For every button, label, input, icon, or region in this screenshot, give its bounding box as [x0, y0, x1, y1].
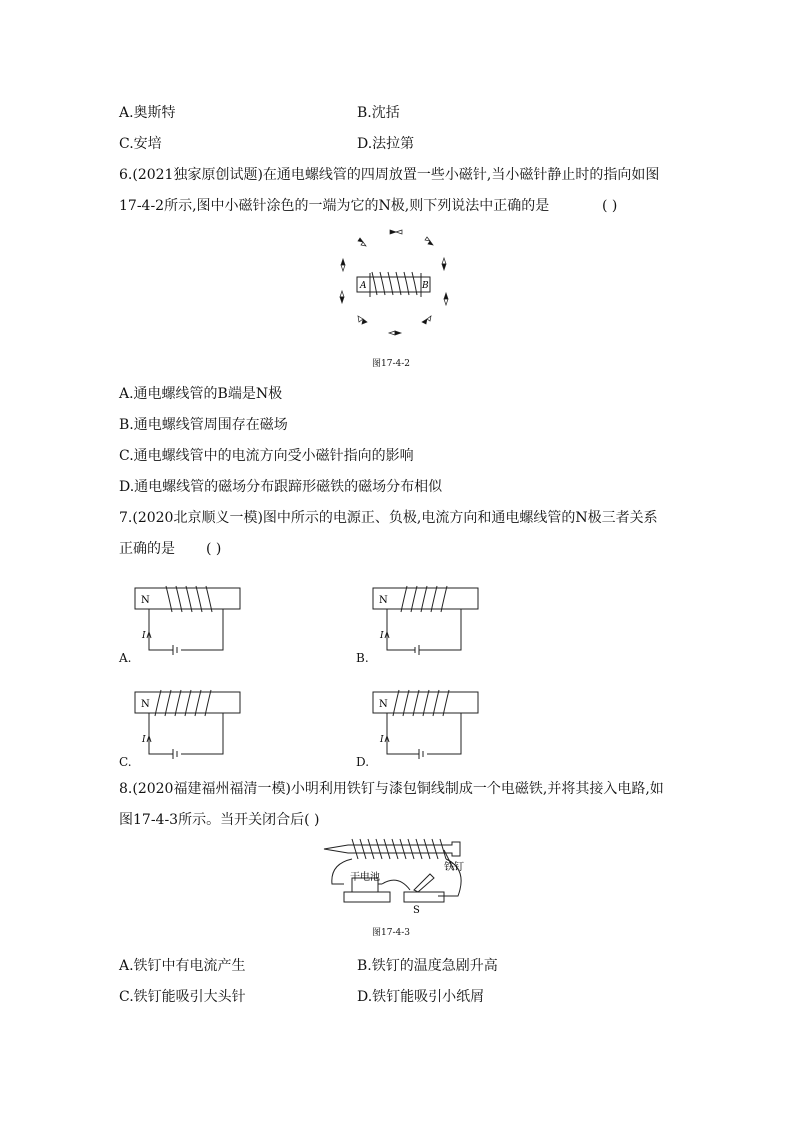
q7-option-a-label: A.	[119, 651, 132, 665]
q7-option-d-label: D.	[356, 755, 370, 769]
figure-17-4-2-caption: 图17-4-2	[372, 359, 410, 369]
q7-answer-bracket: ( )	[206, 541, 222, 557]
q8-stem-line2: 图17-4-3所示。当开关闭合后( )	[119, 812, 320, 828]
q8-option-a: A.铁钉中有电流产生	[119, 958, 246, 974]
q7-a-current-label: I	[142, 631, 146, 641]
q5-option-d: D.法拉第	[357, 136, 415, 152]
q6-stem-line1: 6.(2021独家原创试题)在通电螺线管的四周放置一些小磁针,当小磁针静止时的指向如图	[119, 167, 660, 183]
q5-option-a: A.奥斯特	[119, 105, 176, 121]
figure-17-4-2	[330, 222, 470, 342]
q7-circuit-a	[133, 582, 243, 657]
q7-c-current-label: I	[142, 735, 146, 745]
q6-option-d: D.通电螺线管的磁场分布跟蹄形磁铁的磁场分布相似	[119, 479, 443, 495]
figure-17-4-3	[320, 834, 480, 914]
q8-option-d: D.铁钉能吸引小纸屑	[357, 989, 485, 1005]
q8-option-c: C.铁钉能吸引大头针	[119, 989, 246, 1005]
q7-d-pole-label: N	[379, 699, 388, 710]
nail-label: 铁钉	[444, 862, 464, 873]
q7-circuit-b	[371, 582, 481, 657]
q7-option-c-label: C.	[119, 755, 132, 769]
q7-stem-line1: 7.(2020北京顺义一模)图中所示的电源正、负极,电流方向和通电螺线管的N极三者关系	[119, 510, 658, 526]
q7-c-pole-label: N	[141, 699, 150, 710]
q8-option-b: B.铁钉的温度急剧升高	[357, 958, 498, 974]
battery-base	[344, 892, 390, 902]
solenoid-end-b-label: B	[422, 281, 429, 291]
solenoid-coil	[357, 272, 430, 297]
q6-stem-line2: 17-4-2所示,图中小磁针涂色的一端为它的N极,则下列说法中正确的是	[119, 198, 550, 214]
q7-a-pole-label: N	[141, 595, 150, 606]
solenoid-end-a-label: A	[360, 281, 367, 291]
q5-option-c: C.安培	[119, 136, 162, 152]
q8-stem-line1: 8.(2020福建福州福清一模)小明利用铁钉与漆包铜线制成一个电磁铁,并将其接入电路,如	[119, 781, 664, 797]
q6-answer-bracket: ( )	[602, 198, 618, 214]
figure-17-4-3-caption: 图17-4-3	[372, 928, 410, 938]
switch-base	[404, 892, 444, 902]
q7-circuit-c	[133, 686, 243, 761]
q7-option-b-label: B.	[356, 651, 369, 665]
q5-option-b: B.沈括	[357, 105, 400, 121]
q6-option-c: C.通电螺线管中的电流方向受小磁针指向的影响	[119, 448, 414, 464]
switch-lever	[414, 874, 434, 892]
q6-option-a: A.通电螺线管的B端是N极	[119, 386, 283, 402]
switch-label: S	[413, 905, 420, 916]
q7-b-current-label: I	[380, 631, 384, 641]
compass-needles	[340, 230, 448, 335]
battery-label: 干电池	[350, 872, 380, 883]
iron-nail	[324, 842, 460, 856]
q7-b-pole-label: N	[379, 595, 388, 606]
q7-d-current-label: I	[380, 735, 384, 745]
q7-stem-line2: 正确的是	[119, 541, 175, 557]
q7-circuit-d	[371, 686, 481, 761]
q6-option-b: B.通电螺线管周围存在磁场	[119, 417, 288, 433]
